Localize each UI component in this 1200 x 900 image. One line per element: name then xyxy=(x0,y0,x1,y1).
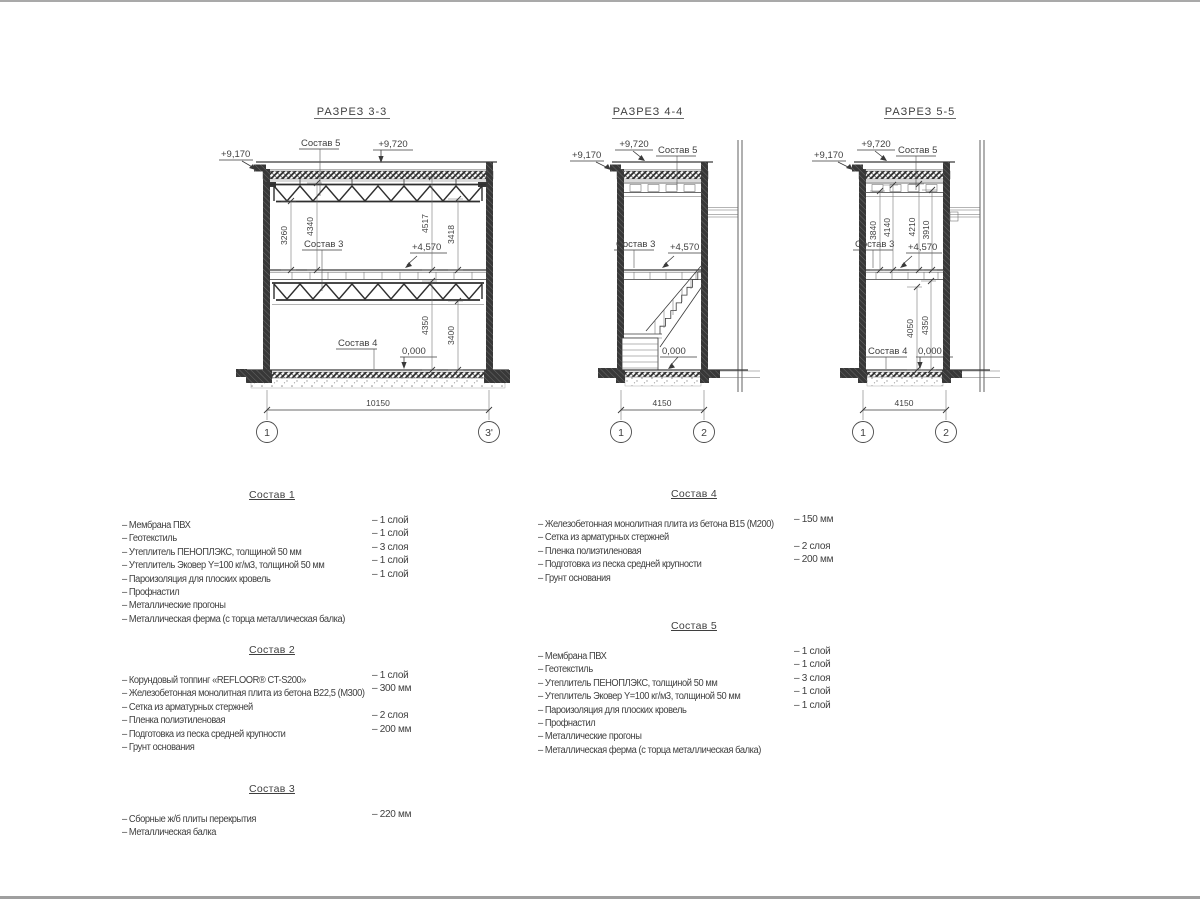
sostav-2-list xyxy=(122,644,422,753)
list-item-value: – 2 слоя xyxy=(794,540,831,552)
ground-slab xyxy=(236,369,510,388)
level-mark-mid xyxy=(405,242,447,268)
list-title: Состав 2 xyxy=(249,644,295,656)
sostav-label: Состав 5 xyxy=(658,145,698,156)
list-title: Состав 1 xyxy=(249,489,295,501)
list-item xyxy=(122,555,422,572)
list-item-value: – 200 мм xyxy=(794,554,834,566)
level-mark-mid xyxy=(900,242,942,268)
right-wall xyxy=(701,162,708,372)
list-item xyxy=(122,528,422,545)
level-label: +9,720 xyxy=(619,139,649,150)
list-item-value: – 1 слой xyxy=(794,686,831,698)
axis-bubble-2 xyxy=(936,422,957,443)
list-item-label: – Подготовка из песка средней крупности xyxy=(122,728,286,740)
list-item xyxy=(122,723,422,740)
dim-3400 xyxy=(446,298,463,373)
sostav-label: Состав 5 xyxy=(898,145,938,156)
list-item-value: – 1 слой xyxy=(372,568,409,580)
list-item-value: – 1 слой xyxy=(794,699,831,711)
list-item-label: – Пароизоляция для плоских кровель xyxy=(122,573,271,585)
ground-slab xyxy=(598,368,748,386)
section-4-4-title: РАЗРЕЗ 4-4 xyxy=(612,106,684,118)
level-label: +9,720 xyxy=(861,139,891,150)
list-item xyxy=(122,568,422,585)
section-3-3-title: РАЗРЕЗ 3-3 xyxy=(316,106,388,118)
list-item-label: – Железобетонная монолитная плита из бетона В22,5 (М300) xyxy=(122,688,365,700)
list-item-label: – Геотекстиль xyxy=(538,664,593,676)
list-item xyxy=(538,527,850,544)
viewport-bottom-edge xyxy=(0,896,1200,899)
dim-value: 4350 xyxy=(420,316,430,335)
level-mark-roof xyxy=(373,139,413,163)
section-title xyxy=(612,106,684,119)
sostav-label: Состав 4 xyxy=(868,346,908,357)
list-item-value: – 200 мм xyxy=(372,723,412,735)
axis-bubble-2 xyxy=(694,422,715,443)
dim-value: 3418 xyxy=(446,225,456,244)
dim-value: 3260 xyxy=(279,226,289,245)
list-title: Состав 3 xyxy=(249,783,295,795)
list-item-value: – 1 слой xyxy=(372,515,409,526)
level-label: +9,720 xyxy=(378,139,408,150)
list-item xyxy=(538,554,850,571)
list-item xyxy=(122,670,422,686)
dim-value: 4140 xyxy=(882,218,892,237)
level-mark-roof xyxy=(615,139,653,161)
axis-label: 2 xyxy=(943,426,949,439)
list-title: Состав 5 xyxy=(671,620,717,632)
sostav-label: Состав 3 xyxy=(855,239,895,250)
dim-3260 xyxy=(279,198,296,273)
list-item-label: – Металлическая ферма (с торца металлическая балка) xyxy=(122,613,345,625)
dim-value: 4350 xyxy=(920,316,930,335)
list-item xyxy=(538,659,850,676)
sostav-label: Состав 3 xyxy=(304,239,344,250)
axis-label: 1 xyxy=(264,426,270,439)
dim-width xyxy=(618,390,707,420)
adjacent-structure xyxy=(708,140,760,392)
level-label: +4,570 xyxy=(412,242,442,253)
list-item xyxy=(538,726,850,743)
list-item-label: – Металлическая балка xyxy=(122,827,216,839)
list-item-label: – Утеплитель ПЕНОПЛЭКС, толщиной 50 мм xyxy=(538,677,718,689)
mid-floor-slab xyxy=(270,270,486,280)
roof-truss xyxy=(266,179,488,202)
list-item-label: – Сборные ж/б плиты перекрытия xyxy=(122,814,257,825)
list-items xyxy=(122,809,422,839)
dim-4517 xyxy=(420,174,437,273)
list-item-label: – Грунт основания xyxy=(538,572,611,584)
list-item-label: – Профнастил xyxy=(122,586,180,598)
adjacent-structure xyxy=(950,140,1000,392)
list-item xyxy=(538,568,850,584)
sostav-label: Состав 3 xyxy=(616,239,656,250)
axis-bubble-3p xyxy=(479,422,500,443)
axis-label: 2 xyxy=(701,426,707,439)
level-mark-zero xyxy=(660,346,697,369)
list-item xyxy=(538,672,850,689)
list-item-label: – Утеплитель ПЕНОПЛЭКС, толщиной 50 мм xyxy=(122,546,302,558)
level-mark-mid xyxy=(662,242,704,268)
level-mark-zero xyxy=(400,346,437,369)
list-item-label: – Пароизоляция для плоских кровель xyxy=(538,704,687,716)
left-wall xyxy=(859,169,866,372)
sostav-3-list xyxy=(122,783,422,839)
roof-assembly xyxy=(852,162,955,197)
list-item-label: – Сетка из арматурных стержней xyxy=(122,701,253,713)
list-items xyxy=(122,670,422,753)
dim-value: 10150 xyxy=(366,398,390,408)
list-item xyxy=(122,683,422,700)
list-item-value: – 220 мм xyxy=(372,809,412,820)
level-label: +9,170 xyxy=(221,149,251,160)
roof-assembly xyxy=(254,162,497,181)
axis-label: 1 xyxy=(618,426,624,439)
list-item xyxy=(122,609,422,625)
section-4-4 xyxy=(570,106,760,443)
section-5-5 xyxy=(812,106,1000,443)
list-item-value: – 3 слоя xyxy=(372,541,409,553)
axis-bubble-1 xyxy=(853,422,874,443)
list-item-value: – 1 слой xyxy=(372,555,409,567)
right-wall xyxy=(486,162,493,372)
list-item xyxy=(538,699,850,716)
list-item xyxy=(122,809,422,825)
mid-floor-slab xyxy=(624,270,701,280)
list-item xyxy=(122,697,422,713)
dim-4140 xyxy=(882,182,898,273)
list-items xyxy=(538,646,850,756)
axis-label: 3' xyxy=(485,426,493,439)
list-item-label: – Подготовка из песка средней крупности xyxy=(538,559,702,571)
list-item xyxy=(538,540,850,557)
dim-value: 3400 xyxy=(446,326,456,345)
sostav-4-list xyxy=(538,488,850,584)
level-label: +9,170 xyxy=(814,150,844,161)
axis-bubble-1 xyxy=(257,422,278,443)
list-item-value: – 150 мм xyxy=(794,514,834,525)
list-item xyxy=(122,595,422,612)
sostav-1-list xyxy=(122,489,422,625)
dim-value: 3840 xyxy=(868,221,878,240)
list-item-value: – 1 слой xyxy=(372,528,409,540)
dim-4350 xyxy=(920,278,936,373)
list-item xyxy=(538,740,850,756)
level-label: +9,170 xyxy=(572,150,602,161)
list-item-label: – Сетка из арматурных стержней xyxy=(538,532,669,544)
dim-value: 4050 xyxy=(905,319,915,338)
list-item-label: – Металлические прогоны xyxy=(122,600,226,612)
dim-value: 4150 xyxy=(894,398,914,408)
dim-value: 4517 xyxy=(420,214,430,233)
list-item-value: – 3 слоя xyxy=(794,672,831,684)
list-item-value: – 300 мм xyxy=(372,683,412,695)
list-item xyxy=(538,514,850,530)
list-item xyxy=(538,646,850,662)
list-item xyxy=(122,822,422,839)
list-item-label: – Геотекстиль xyxy=(122,533,177,545)
list-item-label: – Железобетонная монолитная плита из бетона В15 (М200) xyxy=(538,519,774,530)
list-item-label: – Утеплитель Эковер Y=100 кг/м3, толщиной 50 мм xyxy=(538,691,741,703)
mid-floor-slab xyxy=(866,270,943,280)
list-item-label: – Металлические прогоны xyxy=(538,731,642,743)
list-item xyxy=(122,515,422,531)
list-item xyxy=(122,737,422,753)
list-item xyxy=(538,713,850,729)
dim-value: 4340 xyxy=(305,217,315,236)
list-item-value: – 1 слой xyxy=(794,646,831,657)
list-item xyxy=(122,710,422,727)
dim-value: 4210 xyxy=(907,217,917,237)
list-item-label: – Металлическая ферма (с торца металлическая балка) xyxy=(538,744,761,756)
dim-3910 xyxy=(921,187,937,273)
level-mark-eaves xyxy=(570,150,611,170)
dim-value: 3910 xyxy=(921,220,931,240)
list-item-label: – Утеплитель Эковер Y=100 кг/м3, толщиной 50 мм xyxy=(122,560,325,572)
list-item-value: – 1 слой xyxy=(794,659,831,671)
list-item-label: – Пленка полиэтиленовая xyxy=(538,545,642,557)
section-title xyxy=(884,106,956,119)
list-item xyxy=(122,582,422,598)
level-mark-roof xyxy=(857,139,895,161)
list-item-value: – 2 слоя xyxy=(372,710,409,722)
list-item xyxy=(122,541,422,558)
level-label: +4,570 xyxy=(908,242,938,253)
list-title: Состав 4 xyxy=(671,488,717,500)
dim-width xyxy=(860,390,949,420)
leader-label-sostav4 xyxy=(336,338,377,369)
level-label: 0,000 xyxy=(662,346,686,357)
sostav-label: Состав 4 xyxy=(338,338,378,349)
list-item-label: – Мембрана ПВХ xyxy=(122,520,191,531)
leader-label-sostav4 xyxy=(866,346,907,369)
axis-bubble-1 xyxy=(611,422,632,443)
dim-width xyxy=(264,390,492,420)
left-wall xyxy=(263,169,270,372)
dim-3418 xyxy=(446,196,463,273)
axis-label: 1 xyxy=(860,426,866,439)
list-item-label: – Профнастил xyxy=(538,717,596,729)
list-item-label: – Мембрана ПВХ xyxy=(538,651,607,662)
list-items xyxy=(538,514,850,584)
dim-value: 4150 xyxy=(652,398,672,408)
list-item xyxy=(538,686,850,703)
level-label: +4,570 xyxy=(670,242,700,253)
list-item-label: – Корундовый топпинг «REFLOOR® CT-S200» xyxy=(122,675,307,686)
level-label: 0,000 xyxy=(918,346,942,357)
sostav-label: Состав 5 xyxy=(301,138,341,149)
level-mark-eaves xyxy=(219,149,256,170)
roof-assembly xyxy=(610,162,713,197)
section-3-3 xyxy=(219,106,510,443)
list-item-label: – Пленка полиэтиленовая xyxy=(122,715,226,727)
section-5-5-title: РАЗРЕЗ 5-5 xyxy=(884,106,956,118)
level-mark-eaves xyxy=(812,150,853,170)
level-label: 0,000 xyxy=(402,346,426,357)
list-item-label: – Грунт основания xyxy=(122,741,195,753)
leader-label-sostav5 xyxy=(299,138,340,196)
section-title xyxy=(314,106,390,119)
ground-slab xyxy=(840,368,990,386)
right-wall xyxy=(943,162,950,372)
list-items xyxy=(122,515,422,625)
list-item-value: – 1 слой xyxy=(372,670,409,681)
sostav-5-list xyxy=(538,620,850,756)
